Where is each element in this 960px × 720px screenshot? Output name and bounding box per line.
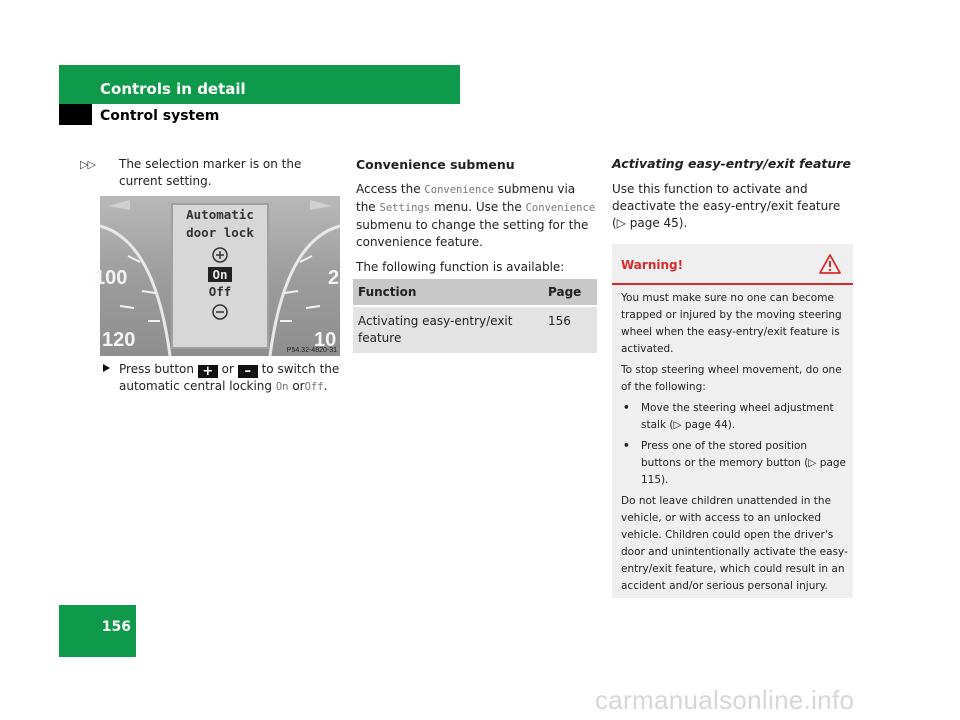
warning-list [621,400,849,489]
table-cell-page: 156 [543,306,597,353]
speedo-label-right: 2 [328,267,340,289]
instruction-step [103,361,348,396]
warning-title: Warning! [621,258,684,272]
display-line1: Automatic [186,207,254,222]
display-line2: door lock [186,225,254,240]
table-header-page: Page [543,279,597,306]
display-option-on: On [212,267,228,282]
warning-body [621,290,849,599]
section-subtitle: Control system [100,108,220,124]
easy-entry-intro: Use this function to activate and deactivate the easy-entry/exit feature (▷ page 45). [612,182,841,230]
warning-header [612,244,853,285]
plus-button-icon: + [198,365,218,378]
step-text-1: Press button [119,362,194,376]
step-text-2: or [221,362,234,376]
menu-code-convenience-2: Convenience [525,202,596,214]
instrument-cluster-figure [94,196,340,356]
step-text-3: to switch the automatic central locking [119,362,340,393]
list-item: • Move the steering wheel adjustment stalk (▷ page 44). [623,402,834,431]
bullet-icon: • [623,402,630,414]
column2 [356,156,596,284]
menu-code-convenience: Convenience [424,184,494,196]
convenience-submenu-heading: Convenience submenu [356,157,515,172]
warning-triangle-icon [819,254,841,274]
warning-paragraph2: To stop steering wheel movement, do one of the following: [621,364,842,393]
warning-paragraph1: You must make sure no one can become trapped or injured by the moving steering wheel when the easy-entry/exit feature is activated. [621,292,842,355]
table-row [353,306,597,353]
easy-entry-heading: Activating easy-entry/exit feature [612,156,851,171]
speedo-label-bottom: 120 [102,329,136,351]
speedo-label-left: 100 [94,267,128,289]
continued-marker: ▷▷ [80,158,95,171]
column2-paragraph1: Access the Convenience submenu via the Settings menu. Use the Convenience submenu to change the setting for the convenience feature. [356,182,596,249]
warning-paragraph3: Do not leave children unattended in the vehicle, or with access to an unlocked vehicle. Children could open the driver's door and unintentionally activate the easy-entry/exit feature, which could result in an accident and/or serious personal injury. [621,495,848,592]
figure-code: P54.32-4820-31 [286,347,337,354]
step-arrow-icon [103,364,110,372]
step-text-4: or [292,379,305,393]
function-table [353,279,597,353]
table-header-function: Function [353,279,543,306]
header-block [59,104,92,125]
section-title: Controls in detail [100,80,246,98]
watermark: carmanualsonline.info [595,685,855,715]
minus-button-icon: – [238,365,258,378]
setting-off-code: Off [304,381,324,393]
warning-box [612,244,853,598]
table-cell-function: Activating easy-entry/exit feature [353,306,543,353]
page-number: 156 [101,619,131,635]
step-text-end: . [323,379,328,393]
list-item: • Press one of the stored position buttons or the memory button (▷ page 115). [623,440,847,486]
column2-paragraph2: The following function is available: [356,260,565,274]
speedo-label-right-bottom: 10 [314,329,337,351]
column1-intro: The selection marker is on the current setting. [119,157,302,188]
bullet-icon: • [623,440,630,452]
table-header-row [353,279,597,306]
setting-on-code: On [275,381,289,393]
menu-code-settings: Settings [379,202,431,214]
display-option-off: Off [208,284,232,299]
